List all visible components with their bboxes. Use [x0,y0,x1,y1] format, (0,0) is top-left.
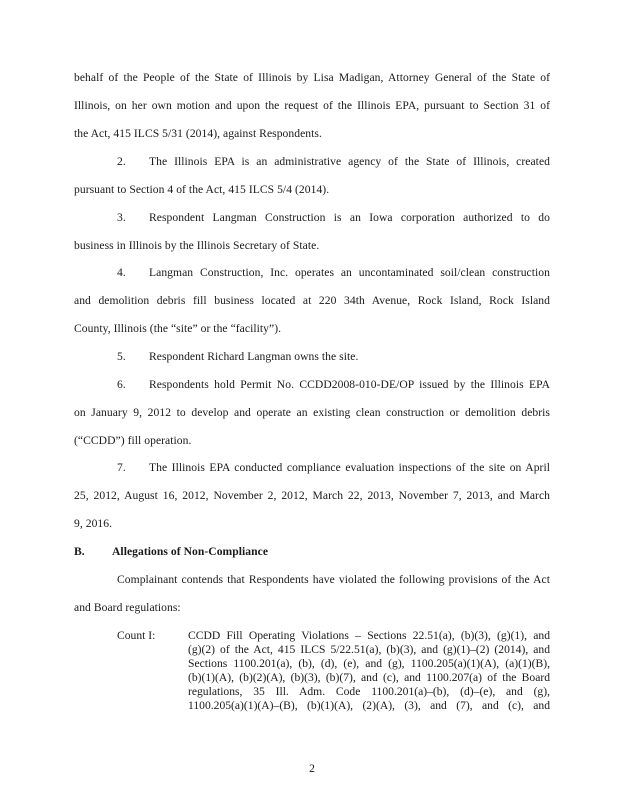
section-b-title: Allegations of Non-Compliance [112,545,269,558]
paragraph-3-number: 3. [117,211,126,224]
count-1-line-2: (g)(2) of the Act, 415 ILCS 5/22.51(a), (b)(3), and (g)(1)–(2) (2014), and [188,643,550,656]
count-1-line-4: (b)(1)(A), (b)(2)(A), (b)(3), (b)(7), and (c), and 1100.207(a) of the Board [188,671,550,684]
paragraph-7-line-1: 7. The Illinois EPA conducted compliance evaluation inspections of the site on April [117,461,550,474]
contention-line-1: Complainant contends that Respondents have violated the following provisions of the Act [117,573,550,586]
page-number: 2 [309,762,315,775]
paragraph-4-line-2: and demolition debris fill business located at 220 34th Avenue, Rock Island, Rock Island [74,294,550,307]
contention-line-2: and Board regulations: [74,601,181,614]
paragraph-6-line-3: (“CCDD”) fill operation. [74,434,192,447]
count-1-line-1: CCDD Fill Operating Violations – Sections 22.51(a), (b)(3), (g)(1), and [188,629,550,642]
paragraph-6-number: 6. [117,378,126,391]
paragraph-2-line-2: pursuant to Section 4 of the Act, 415 ILCS 5/4 (2014). [74,183,330,196]
paragraph-7-line-2: 25, 2012, August 16, 2012, November 2, 2012, March 22, 2013, November 7, 2013, and March [74,489,550,502]
paragraph-3-line-2: business in Illinois by the Illinois Secretary of State. [74,239,320,252]
paragraph-6-line-2: on January 9, 2012 to develop and operate an existing clean construction or demolition debris [74,406,550,419]
paragraph-7-line-3: 9, 2016. [74,517,113,530]
paragraph-6-line-1: 6. Respondents hold Permit No. CCDD2008-010-DE/OP issued by the Illinois EPA [117,378,550,391]
paragraph-2-line-1: 2. The Illinois EPA is an administrative agency of the State of Illinois, created [117,155,550,168]
paragraph-2-number: 2. [117,155,126,168]
section-b-letter: B. [74,545,85,558]
intro-line-1: behalf of the People of the State of Illinois by Lisa Madigan, Attorney General of the State of [74,71,550,84]
section-b-heading [74,545,550,559]
paragraph-5-line-1: 5. Respondent Richard Langman owns the site. [117,350,359,363]
intro-line-3: the Act, 415 ILCS 5/31 (2014), against Respondents. [74,127,322,140]
count-1-line-6: 1100.205(a)(1)(A)–(B), (b)(1)(A), (2)(A), (3), and (7), and (c), and [188,699,550,712]
paragraph-4-line-1: 4. Langman Construction, Inc. operates an uncontaminated soil/clean construction [117,266,550,279]
count-1-line-3: Sections 1100.201(a), (b), (d), (e), and (g), 1100.205(a)(1)(A), (a)(1)(B), [188,657,550,670]
paragraph-3-line-1: 3. Respondent Langman Construction is an Iowa corporation authorized to do [117,211,550,224]
paragraph-4-line-3: County, Illinois (the “site” or the “facility”). [74,322,282,335]
paragraph-7-number: 7. [117,461,126,474]
intro-line-2: Illinois, on her own motion and upon the request of the Illinois EPA, pursuant to Section 31 of [74,99,550,112]
paragraph-5-number: 5. [117,350,126,363]
count-1-line-5: regulations, 35 Ill. Adm. Code 1100.201(a)–(b), (d)–(e), and (g), [188,685,550,698]
paragraph-4-number: 4. [117,266,126,279]
count-1-label: Count I: [117,629,156,642]
